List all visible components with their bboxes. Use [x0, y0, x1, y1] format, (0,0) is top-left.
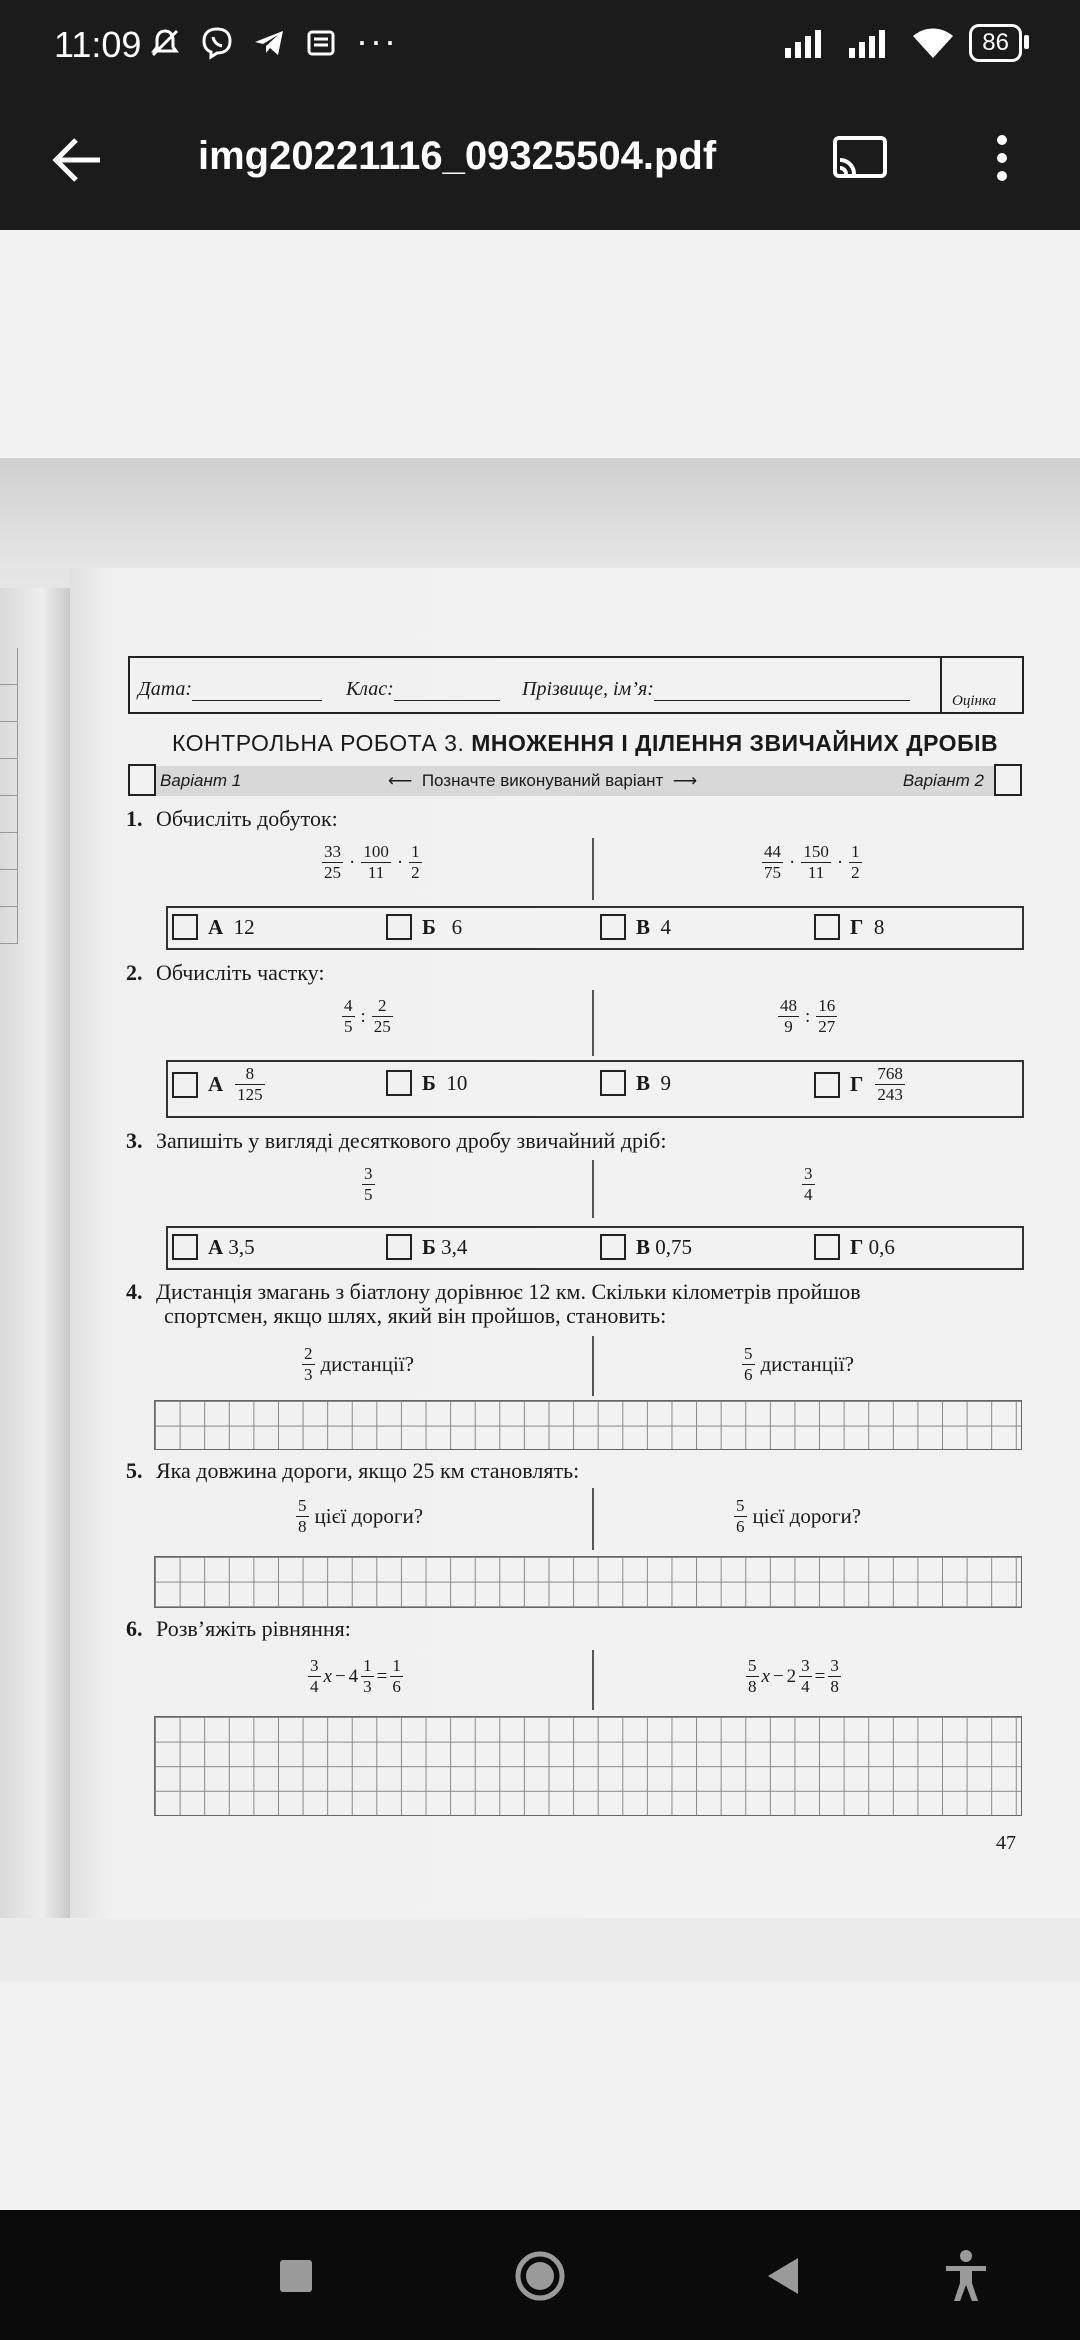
- variant-bar: [128, 766, 1020, 796]
- variant1-label: Варіант 1: [160, 771, 242, 790]
- q4-variant2: $\frac{5}{6}$ дистанції?: [744, 1344, 854, 1384]
- recents-square-icon[interactable]: [264, 2244, 328, 2308]
- page-number: 47: [996, 1832, 1016, 1854]
- q3-variant2-fraction: $\frac{3}{4}$: [804, 1164, 813, 1204]
- variant-divider: [592, 990, 594, 1056]
- q3-answer-box: [166, 1226, 1024, 1270]
- q6-variant2-equation: $\frac{5}{8}$ x − 2 $\frac{3}{4}$ = $\frac{3}{8}$: [748, 1656, 839, 1696]
- q4-answer-grid[interactable]: [154, 1400, 1022, 1450]
- q2-option-a[interactable]: А $\frac{8}{125}$: [172, 1064, 265, 1105]
- more-notifications-icon: ···: [356, 20, 398, 61]
- test-title: [172, 730, 998, 757]
- question-2: 2. Обчисліть частку:: [126, 960, 325, 985]
- variant1-checkbox[interactable]: [128, 764, 156, 796]
- q1-option-b[interactable]: Б 6: [386, 914, 462, 940]
- question-3: 3. Запишіть у вигляді десяткового дробу звичайний дріб:: [126, 1128, 667, 1153]
- q1-option-v[interactable]: В 4: [600, 914, 671, 940]
- status-time: 11:09: [54, 24, 142, 65]
- variant2-checkbox[interactable]: [994, 764, 1022, 796]
- name-field: Прізвище, ім’я:: [522, 678, 910, 701]
- question-6: 6. Розв’яжіть рівняння:: [126, 1616, 351, 1641]
- date-field: Дата:: [138, 678, 322, 701]
- q2-variant2-expression: $\frac{48}{9}$ : $\frac{16}{27}$: [780, 996, 836, 1036]
- variant-divider: [592, 1336, 594, 1396]
- variant-hint: ⟵ Позначте виконуваний варіант ⟶: [388, 771, 698, 790]
- title-prefix: КОНТРОЛЬНА РОБОТА 3.: [172, 730, 465, 756]
- q2-option-v[interactable]: В 9: [600, 1070, 671, 1096]
- student-info-box: [128, 656, 1024, 714]
- back-triangle-icon[interactable]: [752, 2244, 816, 2308]
- variant-divider: [592, 1650, 594, 1710]
- grade-box: [940, 658, 1022, 712]
- q5-answer-grid[interactable]: [154, 1556, 1022, 1608]
- variant-divider: [592, 838, 594, 900]
- class-field: Клас:: [346, 678, 500, 701]
- q1-variant2-expression: $\frac{44}{75}$ · $\frac{150}{11}$ · $\frac{1}{2}$: [764, 842, 860, 882]
- navigation-bar: [0, 2210, 1080, 2340]
- q2-option-b[interactable]: Б 10: [386, 1070, 467, 1096]
- q2-option-g[interactable]: Г $\frac{768}{243}$: [814, 1064, 905, 1105]
- q1-variant1-expression: $\frac{33}{25}$ · $\frac{100}{11}$ · $\frac{1}{2}$: [324, 842, 420, 882]
- question-5: 5. Яка довжина дороги, якщо 25 км становлять:: [126, 1458, 580, 1483]
- q1-answer-box: [166, 906, 1024, 950]
- q3-option-a[interactable]: А 3,5: [172, 1234, 255, 1260]
- question-4: 4. Дистанція змагань з біатлону дорівнює 12 км. Скільки кілометрів пройшов спортсмен, якщо шлях, який він пройшов, становить:: [126, 1279, 861, 1328]
- accessibility-icon[interactable]: [934, 2244, 998, 2308]
- q5-variant1: $\frac{5}{8}$ цієї дороги?: [298, 1496, 424, 1536]
- q3-option-g[interactable]: Г 0,6: [814, 1234, 895, 1260]
- q2-variant1-expression: $\frac{4}{5}$ : $\frac{2}{25}$: [344, 996, 391, 1036]
- grade-label: Оцінка: [952, 693, 997, 709]
- q6-answer-grid[interactable]: [154, 1716, 1022, 1816]
- question-1: 1. Обчисліть добуток:: [126, 806, 338, 831]
- q3-option-v[interactable]: В 0,75: [600, 1234, 692, 1260]
- home-circle-icon[interactable]: [508, 2244, 572, 2308]
- variant-divider: [592, 1160, 594, 1218]
- q3-option-b[interactable]: Б 3,4: [386, 1234, 467, 1260]
- title-main: МНОЖЕННЯ І ДІЛЕННЯ ЗВИЧАЙНИХ ДРОБІВ: [471, 730, 999, 756]
- variant2-label: Варіант 2: [902, 771, 984, 790]
- q6-variant1-equation: $\frac{3}{4}$ x − 4 $\frac{1}{3}$ = $\frac{1}{6}$: [310, 1656, 401, 1696]
- q3-variant1-fraction: $\frac{3}{5}$: [364, 1164, 373, 1204]
- variant-divider: [592, 1488, 594, 1550]
- file-title: img20221116_09325504.pdf: [198, 134, 717, 178]
- q5-variant2: $\frac{5}{6}$ цієї дороги?: [736, 1496, 862, 1536]
- q1-option-g[interactable]: Г 8: [814, 914, 884, 940]
- battery-indicator: 86: [969, 24, 1022, 62]
- q1-option-a[interactable]: А 12: [172, 914, 255, 940]
- q4-variant1: $\frac{2}{3}$ дистанції?: [304, 1344, 414, 1384]
